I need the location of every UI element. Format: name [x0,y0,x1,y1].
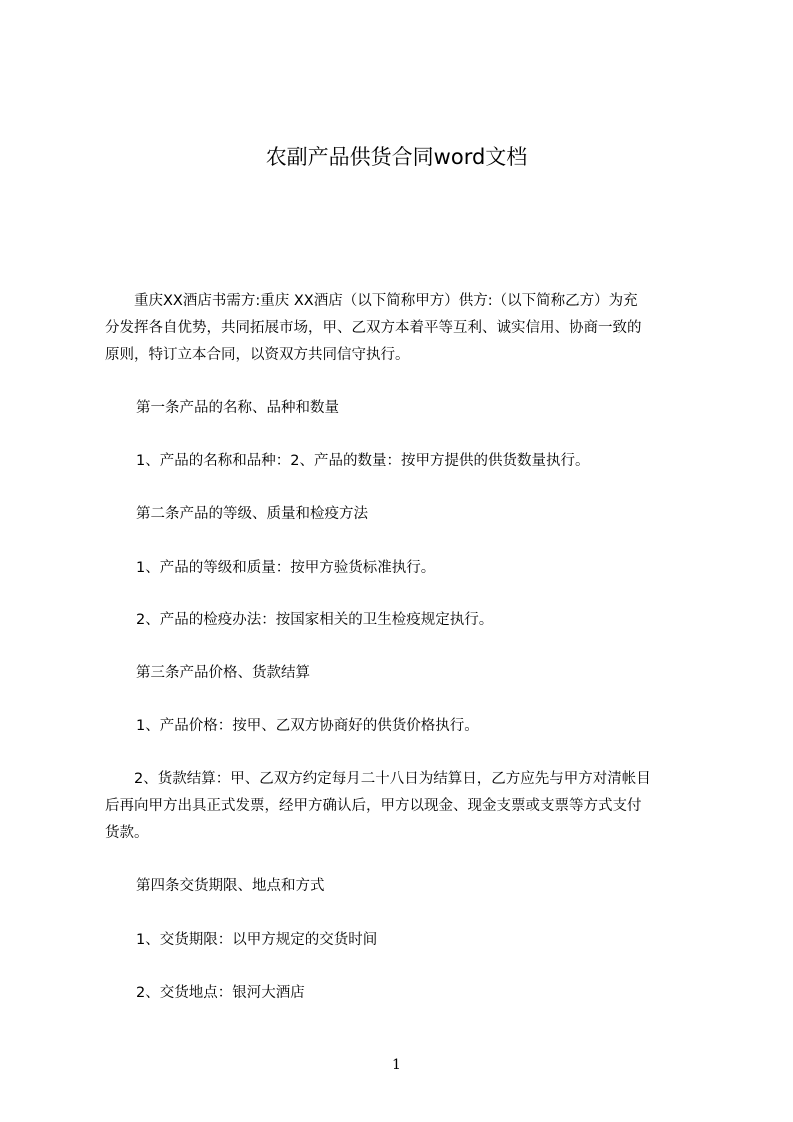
intro-line-2: 分发挥各自优势，共同拓展市场，甲、乙双方本着平等互利、诚实信用、协商一致的 [105,320,642,336]
article-2-heading: 第二条产品的等级、质量和检疫方法 [136,506,368,522]
intro-paragraph [105,288,705,369]
article-1-heading: 第一条产品的名称、品种和数量 [136,400,339,416]
article-2-item-1: 1、产品的等级和质量：按甲方验货标准执行。 [136,560,436,576]
document-title: 农副产品供货合同word文档 [265,145,528,169]
article-3-item-1: 1、产品价格：按甲、乙双方协商好的供货价格执行。 [136,718,479,734]
page-number: 1 [392,1057,401,1073]
article-3-heading: 第三条产品价格、货款结算 [136,665,310,681]
article-1-item: 1、产品的名称和品种：2、产品的数量：按甲方提供的供货数量执行。 [136,453,590,469]
intro-line-1: 重庆XX酒店书需方:重庆 XX酒店（以下简称甲方）供方:（以下简称乙方）为充 [105,293,638,309]
article-2-item-2: 2、产品的检疫办法：按国家相关的卫生检疫规定执行。 [136,612,494,628]
article-3-item-2-paragraph [105,766,705,847]
article-4-item-1: 1、交货期限：以甲方规定的交货时间 [136,932,378,948]
article-3-item-2-line-3: 货款。 [105,825,149,841]
article-4-heading: 第四条交货期限、地点和方式 [136,878,325,894]
article-3-item-2-line-2: 后再向甲方出具正式发票，经甲方确认后，甲方以现金、现金支票或支票等方式支付 [105,798,642,814]
intro-line-3: 原则，特订立本合同，以资双方共同信守执行。 [105,347,410,363]
article-3-item-2-line-1: 2、货款结算：甲、乙双方约定每月二十八日为结算日，乙方应先与甲方对清帐目 [105,771,651,787]
article-4-item-2: 2、交货地点：银河大酒店 [136,985,305,1001]
